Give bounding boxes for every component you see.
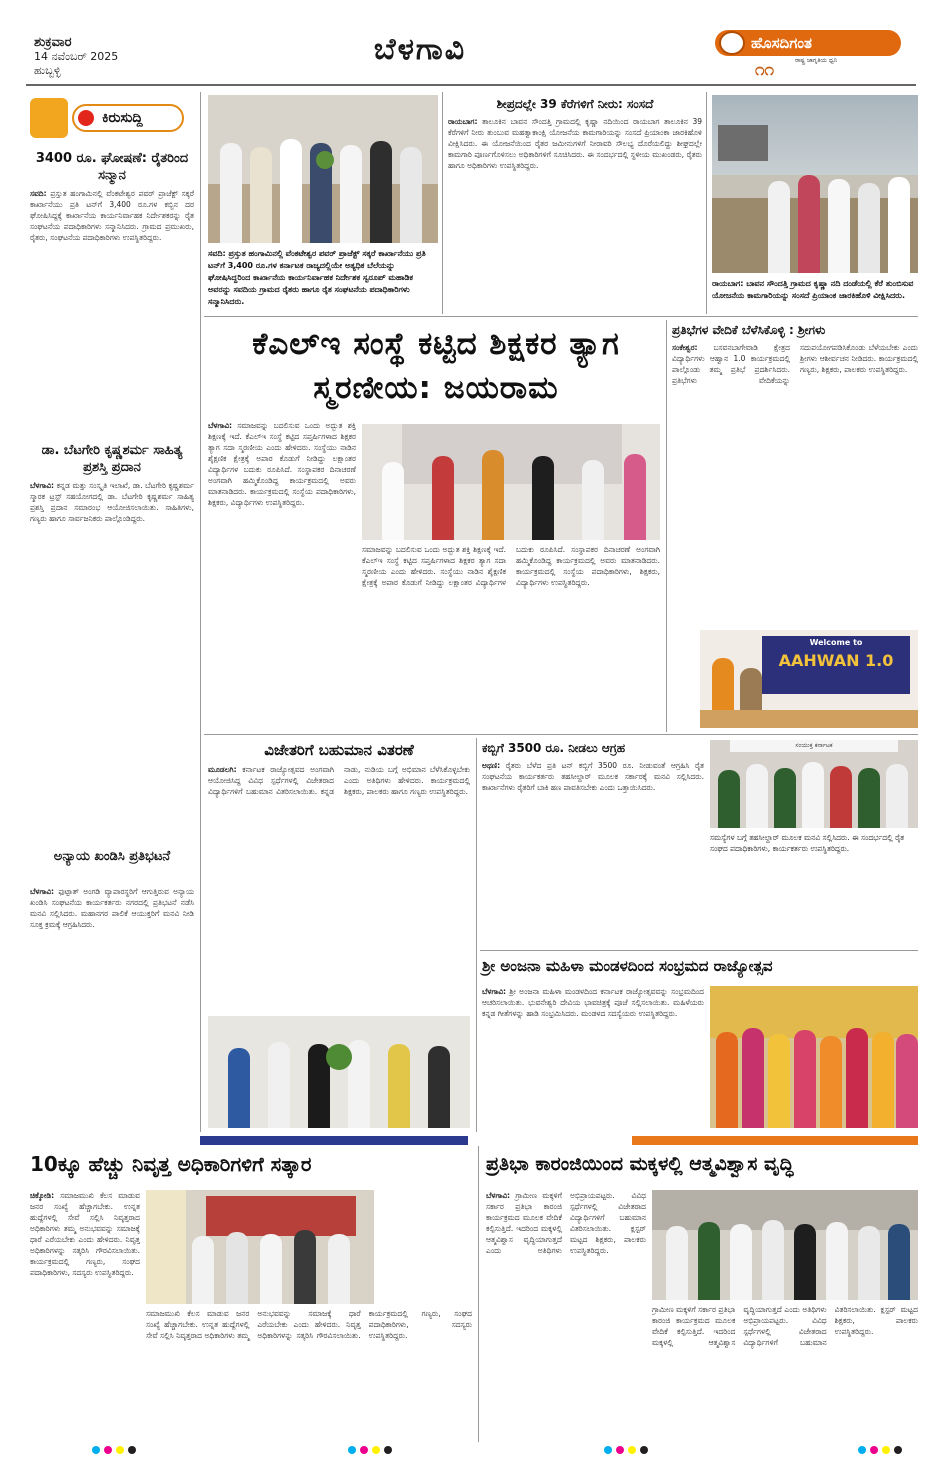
talent-story xyxy=(672,342,918,624)
section-title-block xyxy=(340,30,500,70)
lakes-photo xyxy=(712,95,918,273)
prize-headline: ವಿಜೇತರಿಗೆ ಬಹುಮಾನ ವಿತರಣೆ xyxy=(264,741,414,759)
lakes-headline: ಶೀಪ್ರದಲ್ಲೇ 39 ಕೆರೆಗಳಿಗೆ ನೀರು: ಸಂಸದೆ xyxy=(496,97,654,111)
kiru-dateline-3: ಬೆಳಗಾವಿ: xyxy=(30,887,55,896)
felicitation-photo xyxy=(208,95,438,243)
page-number: ೧೧ xyxy=(755,60,775,80)
confidence-story-continued xyxy=(652,1304,918,1440)
kiru-headline-3: ಅನ್ಯಾಯ ಖಂಡಿಸಿ ಪ್ರತಿಭಟನೆ xyxy=(53,849,171,864)
sugarcane-photo xyxy=(710,740,918,828)
kiru-body-1: ಪ್ರಸ್ತುತ ಹಂಗಾಮಿನಲ್ಲಿ ವೆಂಕಟೇಶ್ವರ ಪವರ್ ಪ್ರಾಜೆಕ್ಟ್ ಸಕ್ಕರೆ ಕಾರ್ಖಾನೆಯು ಪ್ರತಿ ಟನ್‌ಗೆ 3,400 ರೂ.ಗಳ ಕಬ್ಬಿನ ದರ ಘೋಷಿಸಿದ್ದಕ್ಕೆ ಕಾರ್ಖಾನೆಯ ಕಾರ್ಯನಿರ್ವಾಹಕ ನಿರ್ದೇಶಕರನ್ನು ರೈತ ಸಂಘಟನೆಯ ಪದಾಧಿಕಾರಿಗಳು ಸನ್ಮಾನಿಸಿದರು. ಗ್ರಾಮದ ಪ್ರಮುಖರು, ರೈತರು, ಸಂಘಟನೆಯ ಪದಾಧಿಕಾರಿಗಳು ಉಪಸ್ಥಿತರಿದ್ದರು. xyxy=(30,189,194,242)
retired-story xyxy=(30,1190,140,1400)
fist-icon xyxy=(30,98,68,138)
column-rule-bottom xyxy=(478,1146,479,1442)
confidence-headline: ಪ್ರತಿಭಾ ಕಾರಂಜಿಯಿಂದ ಮಕ್ಕಳಲ್ಲಿ ಆತ್ಮವಿಶ್ವಾಸ ವೃದ್ಧಿ xyxy=(486,1153,794,1175)
aahwan-photo xyxy=(700,630,918,728)
aahwan-banner xyxy=(762,636,910,694)
retired-dateline: ಚಿಕ್ಕೋಡಿ: xyxy=(30,1191,55,1200)
kiru-body-2: ಕನ್ನಡ ಮತ್ತು ಸಂಸ್ಕೃತಿ ಇಲಾಖೆ, ಡಾ. ಬೆಟಗೇರಿ ಕೃಷ್ಣಶರ್ಮ ಸ್ಮಾರಕ ಟ್ರಸ್ಟ್ ಸಹಯೋಗದಲ್ಲಿ ಡಾ. ಬೆಟಗೇರಿ ಕೃಷ್ಣಶರ್ಮ ಸಾಹಿತ್ಯ ಪ್ರಶಸ್ತಿ ಪ್ರದಾನ ಸಮಾರಂಭ ಆಯೋಜಿಸಲಾಯಿತು. ಸಾಹಿತಿಗಳು, ಗಣ್ಯರು ಹಾಗೂ ಸಾರ್ವಜನಿಕರು ಪಾಲ್ಗೊಂಡಿದ್ದರು. xyxy=(30,481,194,523)
anjana-headline: ಶ್ರೀ ಅಂಜನಾ ಮಹಿಳಾ ಮಂಡಳದಿಂದ ಸಂಭ್ರಮದ ರಾಜ್ಯೋತ್ಸವ xyxy=(482,957,773,975)
sugarcane-headline: ಕಬ್ಬಿಗೆ 3500 ರೂ. ನೀಡಲು ಆಗ್ರಹ xyxy=(482,741,626,755)
prize-body: ಕರ್ನಾಟಕ ರಾಜ್ಯೋತ್ಸವದ ಅಂಗವಾಗಿ ಆಯೋಜಿಸಿದ್ದ ವಿವಿಧ ಸ್ಪರ್ಧೆಗಳಲ್ಲಿ ವಿಜೇತರಾದ ವಿದ್ಯಾರ್ಥಿಗಳಿಗೆ ಬಹುಮಾನ ವಿತರಿಸಲಾಯಿತು. ಕನ್ನಡ ನಾಡು, ನುಡಿಯ ಬಗ್ಗೆ ಅಭಿಮಾನ ಬೆಳೆಸಿಕೊಳ್ಳಬೇಕು ಎಂದು ಅತಿಥಿಗಳು ಹೇಳಿದರು. ಕಾರ್ಯಕ್ರಮದಲ್ಲಿ ಶಿಕ್ಷಕರು, ಪಾಲಕರು ಹಾಗೂ ಗಣ್ಯರು ಉಪಸ್ಥಿತರಿದ್ದರು. xyxy=(208,765,470,796)
talent-headline: ಪ್ರತಿಭೆಗಳ ವೇದಿಕೆ ಬೆಳೆಸಿಕೊಳ್ಳಿ : ಶ್ರೀಗಳು xyxy=(672,323,826,337)
brand-emblem-icon xyxy=(719,31,745,55)
masthead-day: ಶುಕ್ರವಾರ xyxy=(34,35,72,50)
kiru-suddi-badge xyxy=(26,98,194,138)
kiru-dateline-2: ಬೆಳಗಾವಿ: xyxy=(30,481,55,490)
brand-logo xyxy=(715,30,915,78)
kle-photo xyxy=(362,424,660,540)
retired-body: ಸಮಾಜಮುಖಿ ಕೆಲಸ ಮಾಡುವ ಜನರ ಸಂಖ್ಯೆ ಹೆಚ್ಚಾಗಬೇಕು. ಉನ್ನತ ಹುದ್ದೆಗಳಲ್ಲಿ ಸೇವೆ ಸಲ್ಲಿಸಿ ನಿವೃತ್ತರಾದ ಅಧಿಕಾರಿಗಳು ತಮ್ಮ ಅನುಭವವನ್ನು ಸಮಾಜಕ್ಕೆ ಧಾರೆ ಎರೆಯಬೇಕು ಎಂದು ಹೇಳಿದರು. ನಿವೃತ್ತ ಅಧಿಕಾರಿಗಳನ್ನು ಸತ್ಕರಿಸಿ ಗೌರವಿಸಲಾಯಿತು. ಕಾರ್ಯಕ್ರಮದಲ್ಲಿ ಗಣ್ಯರು, ಸಂಘದ ಪದಾಧಿಕಾರಿಗಳು, ಸದಸ್ಯರು ಉಪಸ್ಥಿತರಿದ್ದರು. xyxy=(30,1191,140,1277)
row-rule-3 xyxy=(480,950,918,951)
orange-band xyxy=(632,1136,918,1145)
retired-body-continued: ಸಮಾಜಮುಖಿ ಕೆಲಸ ಮಾಡುವ ಜನರ ಸಂಖ್ಯೆ ಹೆಚ್ಚಾಗಬೇಕು. ಉನ್ನತ ಹುದ್ದೆಗಳಲ್ಲಿ ಸೇವೆ ಸಲ್ಲಿಸಿ ನಿವೃತ್ತರಾದ ಅಧಿಕಾರಿಗಳು ತಮ್ಮ ಅನುಭವವನ್ನು ಸಮಾಜಕ್ಕೆ ಧಾರೆ ಎರೆಯಬೇಕು ಎಂದು ಹೇಳಿದರು. ನಿವೃತ್ತ ಅಧಿಕಾರಿಗಳನ್ನು ಸತ್ಕರಿಸಿ ಗೌರವಿಸಲಾಯಿತು. ಕಾರ್ಯಕ್ರಮದಲ್ಲಿ ಗಣ್ಯರು, ಸಂಘದ ಪದಾಧಿಕಾರಿಗಳು, ಸದಸ್ಯರು ಉಪಸ್ಥಿತರಿದ್ದರು. xyxy=(146,1309,472,1340)
section-title: ಬೆಳಗಾವಿ xyxy=(373,32,467,67)
brand-name: ಹೊಸದಿಗಂತ xyxy=(751,34,812,52)
lakes-caption: ರಾಯಬಾಗ: ಬಾವನ ಸೌಂದತ್ತಿ ಗ್ರಾಮದ ಕೃಷ್ಣಾ ನದಿ ದಂಡೆಯಲ್ಲಿ ಕೆರೆ ತುಂಬಿಸುವ ಯೋಜನೆಯ ಕಾಮಗಾರಿಯನ್ನು ಸಂಸದೆ ಪ್ರಿಯಾಂಕ ಜಾರಕಿಹೊಳಿ ವೀಕ್ಷಿಸಿದರು. xyxy=(712,279,914,300)
kle-story xyxy=(208,420,356,726)
registration-marks-4 xyxy=(858,1446,918,1456)
kiru-headline-2: ಡಾ. ಬೆಟಗೇರಿ ಕೃಷ್ಣಶರ್ಮ ಸಾಹಿತ್ಯ ಪ್ರಶಸ್ತಿ ಪ್ರದಾನ xyxy=(41,443,183,475)
lakes-story xyxy=(448,116,702,310)
aahwan-title: AAHWAN 1.0 xyxy=(778,651,894,670)
kiru-suddi-label: ಕಿರುಸುದ್ದಿ xyxy=(102,110,143,126)
sugarcane-caption: ಸಮಸ್ಯೆಗಳ ಬಗ್ಗೆ ತಹಸೀಲ್ದಾರ್ ಮೂಲಕ ಮನವಿ ಸಲ್ಲಿಸಿದರು. ಈ ಸಂದರ್ಭದಲ್ಲಿ ರೈತ ಸಂಘದ ಪದಾಧಿಕಾರಿಗಳು, ಕಾರ್ಯಕರ್ತರು ಉಪಸ್ಥಿತರಿದ್ದರು. xyxy=(710,833,905,853)
kle-dateline: ಬೆಳಗಾವಿ: xyxy=(208,421,233,430)
sugarcane-dateline: ಅಥಣಿ: xyxy=(482,761,501,770)
sugarcane-story xyxy=(482,760,704,944)
felicitation-caption: ಸವದಿ: ಪ್ರಸ್ತುತ ಹಂಗಾಮಿನಲ್ಲಿ ವೆಂಕಟೇಶ್ವರ ಪವರ್ ಪ್ರಾಜೆಕ್ಟ್ ಸಕ್ಕರೆ ಕಾರ್ಖಾನೆಯು ಪ್ರತಿ ಟನ್‌ಗೆ 3,400 ರೂ.ಗಳ ಕರ್ನಾಟಕ ರಾಜ್ಯದಲ್ಲಿಯೇ ಅತ್ಯಧಿಕ ಬೆಲೆಯನ್ನು ಘೋಷಿಸಿದ್ದರಿಂದ ಕಾರ್ಖಾನೆಯ ಕಾರ್ಯನಿರ್ವಾಹಕ ನಿರ್ದೇಶಕ ಸ್ವರೂಪ್ ಮಹಾಡಿಕ ಅವರನ್ನು ಸವದಿಯ ಗ್ರಾಮದ ರೈತರು ಹಾಗೂ ರೈತ ಸಂಘಟನೆಯ ಪದಾಧಿಕಾರಿಗಳು ಸನ್ಮಾನಿಸಿದರು. xyxy=(208,249,426,306)
sugarcane-body: ರೈತರು ಬೆಳೆದ ಪ್ರತಿ ಟನ್ ಕಬ್ಬಿಗೆ 3500 ರೂ. ನೀಡುವಂತೆ ಆಗ್ರಹಿಸಿ ರೈತ ಸಂಘಟನೆಯ ಕಾರ್ಯಕರ್ತರು ತಹಸೀಲ್ದಾರ್ ಮೂಲಕ ಸರ್ಕಾರಕ್ಕೆ ಮನವಿ ಸಲ್ಲಿಸಿದರು. ಕಾರ್ಖಾನೆಗಳು ರೈತರಿಗೆ ಬಾಕಿ ಹಣ ಪಾವತಿಸಬೇಕು ಎಂದು ಒತ್ತಾಯಿಸಿದರು. xyxy=(482,761,704,792)
confidence-body-continued: ಗ್ರಾಮೀಣ ಮಕ್ಕಳಿಗೆ ಸರ್ಕಾರ ಪ್ರತಿಭಾ ಕಾರಂಜಿ ಕಾರ್ಯಕ್ರಮದ ಮೂಲಕ ವೇದಿಕೆ ಕಲ್ಪಿಸುತ್ತಿದೆ. ಇದರಿಂದ ಮಕ್ಕಳಲ್ಲಿ ಆತ್ಮವಿಶ್ವಾಸ ವೃದ್ಧಿಯಾಗುತ್ತದೆ ಎಂದು ಅತಿಥಿಗಳು ಅಭಿಪ್ರಾಯಪಟ್ಟರು. ವಿವಿಧ ಸ್ಪರ್ಧೆಗಳಲ್ಲಿ ವಿಜೇತರಾದ ವಿದ್ಯಾರ್ಥಿಗಳಿಗೆ ಬಹುಮಾನ ವಿತರಿಸಲಾಯಿತು. ಕ್ಲಸ್ಟರ್ ಮಟ್ಟದ ಶಿಕ್ಷಕರು, ಪಾಲಕರು ಉಪಸ್ಥಿತರಿದ್ದರು. xyxy=(652,1305,918,1347)
confidence-body: ಗ್ರಾಮೀಣ ಮಕ್ಕಳಿಗೆ ಸರ್ಕಾರ ಪ್ರತಿಭಾ ಕಾರಂಜಿ ಕಾರ್ಯಕ್ರಮದ ಮೂಲಕ ವೇದಿಕೆ ಕಲ್ಪಿಸುತ್ತಿದೆ. ಇದರಿಂದ ಮಕ್ಕಳಲ್ಲಿ ಆತ್ಮವಿಶ್ವಾಸ ವೃದ್ಧಿಯಾಗುತ್ತದೆ ಎಂದು ಅತಿಥಿಗಳು ಅಭಿಪ್ರಾಯಪಟ್ಟರು. ವಿವಿಧ ಸ್ಪರ್ಧೆಗಳಲ್ಲಿ ವಿಜೇತರಾದ ವಿದ್ಯಾರ್ಥಿಗಳಿಗೆ ಬಹುಮಾನ ವಿತರಿಸಲಾಯಿತು. ಕ್ಲಸ್ಟರ್ ಮಟ್ಟದ ಶಿಕ್ಷಕರು, ಪಾಲಕರು ಉಪಸ್ಥಿತರಿದ್ದರು. xyxy=(486,1191,646,1255)
confidence-dateline: ಬೆಳಗಾವಿ: xyxy=(486,1191,511,1200)
masthead-city: ಹುಬ್ಬಳ್ಳಿ xyxy=(34,64,61,77)
kle-body: ಸಮಾಜವನ್ನು ಬದಲಿಸುವ ಒಂದು ಅದ್ಭುತ ಶಕ್ತಿ ಶಿಕ್ಷಣಕ್ಕೆ ಇದೆ. ಕೆಎಲ್‌ಇ ಸಂಸ್ಥೆ ಕಟ್ಟಿದ ಸಪ್ತರ್ಷಿಗಳಾದ ಶಿಕ್ಷಕರ ತ್ಯಾಗ ಸದಾ ಸ್ಮರಣೀಯ ಎಂದು ಹೇಳಿದರು. ಸಂಸ್ಥೆಯು ನಾಡಿನ ಶೈಕ್ಷಣಿಕ ಕ್ಷೇತ್ರಕ್ಕೆ ಅಪಾರ ಕೊಡುಗೆ ನೀಡಿದ್ದು ಲಕ್ಷಾಂತರ ವಿದ್ಯಾರ್ಥಿಗಳ ಬದುಕು ರೂಪಿಸಿದೆ. ಸಂಸ್ಥಾಪಕರ ದಿನಾಚರಣೆ ಅಂಗವಾಗಿ ಹಮ್ಮಿಕೊಂಡಿದ್ದ ಕಾರ್ಯಕ್ರಮದಲ್ಲಿ ಅವರು ಮಾತನಾಡಿದರು. ಕಾರ್ಯಕ್ರಮದಲ್ಲಿ ಸಂಸ್ಥೆಯ ಪದಾಧಿಕಾರಿಗಳು, ಶಿಕ್ಷಕರು, ವಿದ್ಯಾರ್ಥಿಗಳು ಉಪಸ್ಥಿತರಿದ್ದರು. xyxy=(208,421,356,507)
anjana-body: ಶ್ರೀ ಅಂಜನಾ ಮಹಿಳಾ ಮಂಡಳದಿಂದ ಕರ್ನಾಟಕ ರಾಜ್ಯೋತ್ಸವವನ್ನು ಸಂಭ್ರಮದಿಂದ ಆಚರಿಸಲಾಯಿತು. ಭುವನೇಶ್ವರಿ ದೇವಿಯ ಭಾವಚಿತ್ರಕ್ಕೆ ಪೂಜೆ ಸಲ್ಲಿಸಲಾಯಿತು. ಮಹಿಳೆಯರು ಕನ್ನಡ ಗೀತೆಗಳನ್ನು ಹಾಡಿ ಸಂಭ್ರಮಿಸಿದರು. ಮಂಡಳದ ಸದಸ್ಯೆಯರು ಉಪಸ್ಥಿತರಿದ್ದರು. xyxy=(482,987,704,1018)
column-rule-mid xyxy=(666,320,667,732)
kiru-headline-1: 3400 ರೂ. ಘೋಷಣೆ: ರೈತರಿಂದ ಸನ್ಮಾನ xyxy=(35,151,189,183)
kle-headline: ಕೆಎಲ್‌ಇ ಸಂಸ್ಥೆ ಕಟ್ಟಿದ ಶಿಕ್ಷಕರ ತ್ಯಾಗ ಸ್ಮರಣೀಯ: ಜಯರಾಮ xyxy=(252,326,620,406)
anjana-dateline: ಬೆಳಗಾವಿ: xyxy=(482,987,507,996)
lakes-body: ತಾಲೂಕಿನ ಬಾವನ ಸೌಂದತ್ತಿ ಗ್ರಾಮದಲ್ಲಿ ಕೃಷ್ಣಾ ನದಿಯಿಂದ ರಾಯಬಾಗ ತಾಲೂಕಿನ 39 ಕೆರೆಗಳಿಗೆ ನೀರು ತುಂಬುವ ಮಹತ್ವಾಕಾಂಕ್ಷಿ ಯೋಜನೆಯ ಕಾಮಗಾರಿಯನ್ನು ಸಂಸದೆ ಪ್ರಿಯಾಂಕಾ ಜಾರಕಿಹೊಳಿ ವೀಕ್ಷಿಸಿದರು. ಈ ಯೋಜನೆಯಿಂದ ರೈತರ ಜಮೀನುಗಳಿಗೆ ನೀರಾವರಿ ಸೌಲಭ್ಯ ದೊರೆಯಲಿದ್ದು ಶೀಘ್ರದಲ್ಲೇ ಕಾಮಗಾರಿ ಪೂರ್ಣಗೊಳಿಸಲು ಅಧಿಕಾರಿಗಳಿಗೆ ಸೂಚಿಸಿದರು. ಈ ಸಂದರ್ಭದಲ್ಲಿ ಸ್ಥಳೀಯ ಮುಖಂಡರು, ರೈತರು ಹಾಗೂ ಅಧಿಕಾರಿಗಳು ಉಪಸ್ಥಿತರಿದ್ದರು. xyxy=(448,117,702,170)
kiru-story-2 xyxy=(30,480,194,840)
retired-story-continued xyxy=(146,1308,472,1440)
retired-photo xyxy=(146,1190,374,1304)
lakes-dateline: ರಾಯಬಾಗ: xyxy=(448,117,478,126)
anjana-photo xyxy=(710,986,918,1128)
registration-marks-1 xyxy=(92,1446,152,1456)
kiru-dateline-1: ಸವದಿ: xyxy=(30,189,47,198)
anjana-story xyxy=(482,986,704,1128)
column-rule-left xyxy=(200,92,201,1132)
row-rule-1 xyxy=(204,316,918,317)
masthead-date: 14 ನವೆಂಬರ್ 2025 xyxy=(34,50,119,63)
aahwan-welcome: Welcome to xyxy=(809,638,863,647)
red-dot-icon xyxy=(78,110,94,126)
confidence-story xyxy=(486,1190,646,1440)
talent-dateline: ಸಂಕೇಶ್ವರ: xyxy=(672,343,698,352)
masthead-dateline xyxy=(34,36,164,78)
prize-story xyxy=(208,764,470,1008)
navy-band xyxy=(200,1136,468,1145)
retired-headline: 10ಕ್ಕೂ ಹೆಚ್ಚು ನಿವೃತ್ತ ಅಧಿಕಾರಿಗಳಿಗೆ ಸತ್ಕಾರ xyxy=(30,1152,312,1176)
brand-tagline: ರಾಷ್ಟ್ರ ಜಾಗೃತಿಯ ಧ್ವನಿ xyxy=(795,57,838,64)
kiru-suddi-pill xyxy=(72,104,184,132)
registration-marks-3 xyxy=(604,1446,664,1456)
confidence-photo xyxy=(652,1190,918,1300)
kiru-story-1 xyxy=(30,188,194,428)
column-rule-top-2 xyxy=(706,92,707,314)
row-rule-2 xyxy=(204,734,918,735)
prize-photo xyxy=(208,1016,470,1128)
sugarcane-photo-banner: ಸಂಯುಕ್ತ ಕರ್ನಾಟಕ xyxy=(730,740,898,752)
kle-body-continued: ಸಮಾಜವನ್ನು ಬದಲಿಸುವ ಒಂದು ಅದ್ಭುತ ಶಕ್ತಿ ಶಿಕ್ಷಣಕ್ಕೆ ಇದೆ. ಕೆಎಲ್‌ಇ ಸಂಸ್ಥೆ ಕಟ್ಟಿದ ಸಪ್ತರ್ಷಿಗಳಾದ ಶಿಕ್ಷಕರ ತ್ಯಾಗ ಸದಾ ಸ್ಮರಣೀಯ ಎಂದು ಹೇಳಿದರು. ಸಂಸ್ಥೆಯು ನಾಡಿನ ಶೈಕ್ಷಣಿಕ ಕ್ಷೇತ್ರಕ್ಕೆ ಅಪಾರ ಕೊಡುಗೆ ನೀಡಿದ್ದು ಲಕ್ಷಾಂತರ ವಿದ್ಯಾರ್ಥಿಗಳ ಬದುಕು ರೂಪಿಸಿದೆ. ಸಂಸ್ಥಾಪಕರ ದಿನಾಚರಣೆ ಅಂಗವಾಗಿ ಹಮ್ಮಿಕೊಂಡಿದ್ದ ಕಾರ್ಯಕ್ರಮದಲ್ಲಿ ಅವರು ಮಾತನಾಡಿದರು. ಕಾರ್ಯಕ್ರಮದಲ್ಲಿ ಸಂಸ್ಥೆಯ ಪದಾಧಿಕಾರಿಗಳು, ಶಿಕ್ಷಕರು, ವಿದ್ಯಾರ್ಥಿಗಳು ಉಪಸ್ಥಿತರಿದ್ದರು. xyxy=(362,545,660,587)
masthead-rule xyxy=(26,84,916,86)
kle-story-continued xyxy=(362,544,660,726)
kiru-story-3 xyxy=(30,886,194,1126)
kiru-body-3: ಫುಟ್ಪಾತ್ ಅಂಗಡಿ ವ್ಯಾಪಾರಸ್ಥರಿಗೆ ಆಗುತ್ತಿರುವ ಅನ್ಯಾಯ ಖಂಡಿಸಿ ಸಂಘಟನೆಯ ಕಾರ್ಯಕರ್ತರು ನಗರದಲ್ಲಿ ಪ್ರತಿಭಟನೆ ನಡೆಸಿ ಮನವಿ ಸಲ್ಲಿಸಿದರು. ಮಹಾನಗರ ಪಾಲಿಕೆ ಆಯುಕ್ತರಿಗೆ ಮನವಿ ನೀಡಿ ಸೂಕ್ತ ಕ್ರಮಕ್ಕೆ ಆಗ್ರಹಿಸಿದರು. xyxy=(30,887,194,929)
column-rule-top-1 xyxy=(442,92,443,314)
column-rule-lower xyxy=(476,738,477,1132)
prize-dateline: ಮೂಡಲಗಿ: xyxy=(208,765,237,774)
talent-body: ಬಸವನಬಾಗೇವಾಡಿ ಕ್ಷೇತ್ರದ ವಿದ್ಯಾರ್ಥಿಗಳು ಆಹ್ವಾನ 1.0 ಕಾರ್ಯಕ್ರಮದಲ್ಲಿ ಪಾಲ್ಗೊಂಡು ತಮ್ಮ ಪ್ರತಿಭೆ ಪ್ರದರ್ಶಿಸಿದರು. ಪ್ರತಿಭೆಗಳು ವೇದಿಕೆಯನ್ನು ಸದುಪಯೋಗಪಡಿಸಿಕೊಂಡು ಬೆಳೆಯಬೇಕು ಎಂದು ಶ್ರೀಗಳು ಆಶೀರ್ವಚನ ನೀಡಿದರು. ಕಾರ್ಯಕ್ರಮದಲ್ಲಿ ಗಣ್ಯರು, ಶಿಕ್ಷಕರು, ಪಾಲಕರು ಉಪಸ್ಥಿತರಿದ್ದರು. xyxy=(672,343,918,385)
registration-marks-2 xyxy=(348,1446,408,1456)
